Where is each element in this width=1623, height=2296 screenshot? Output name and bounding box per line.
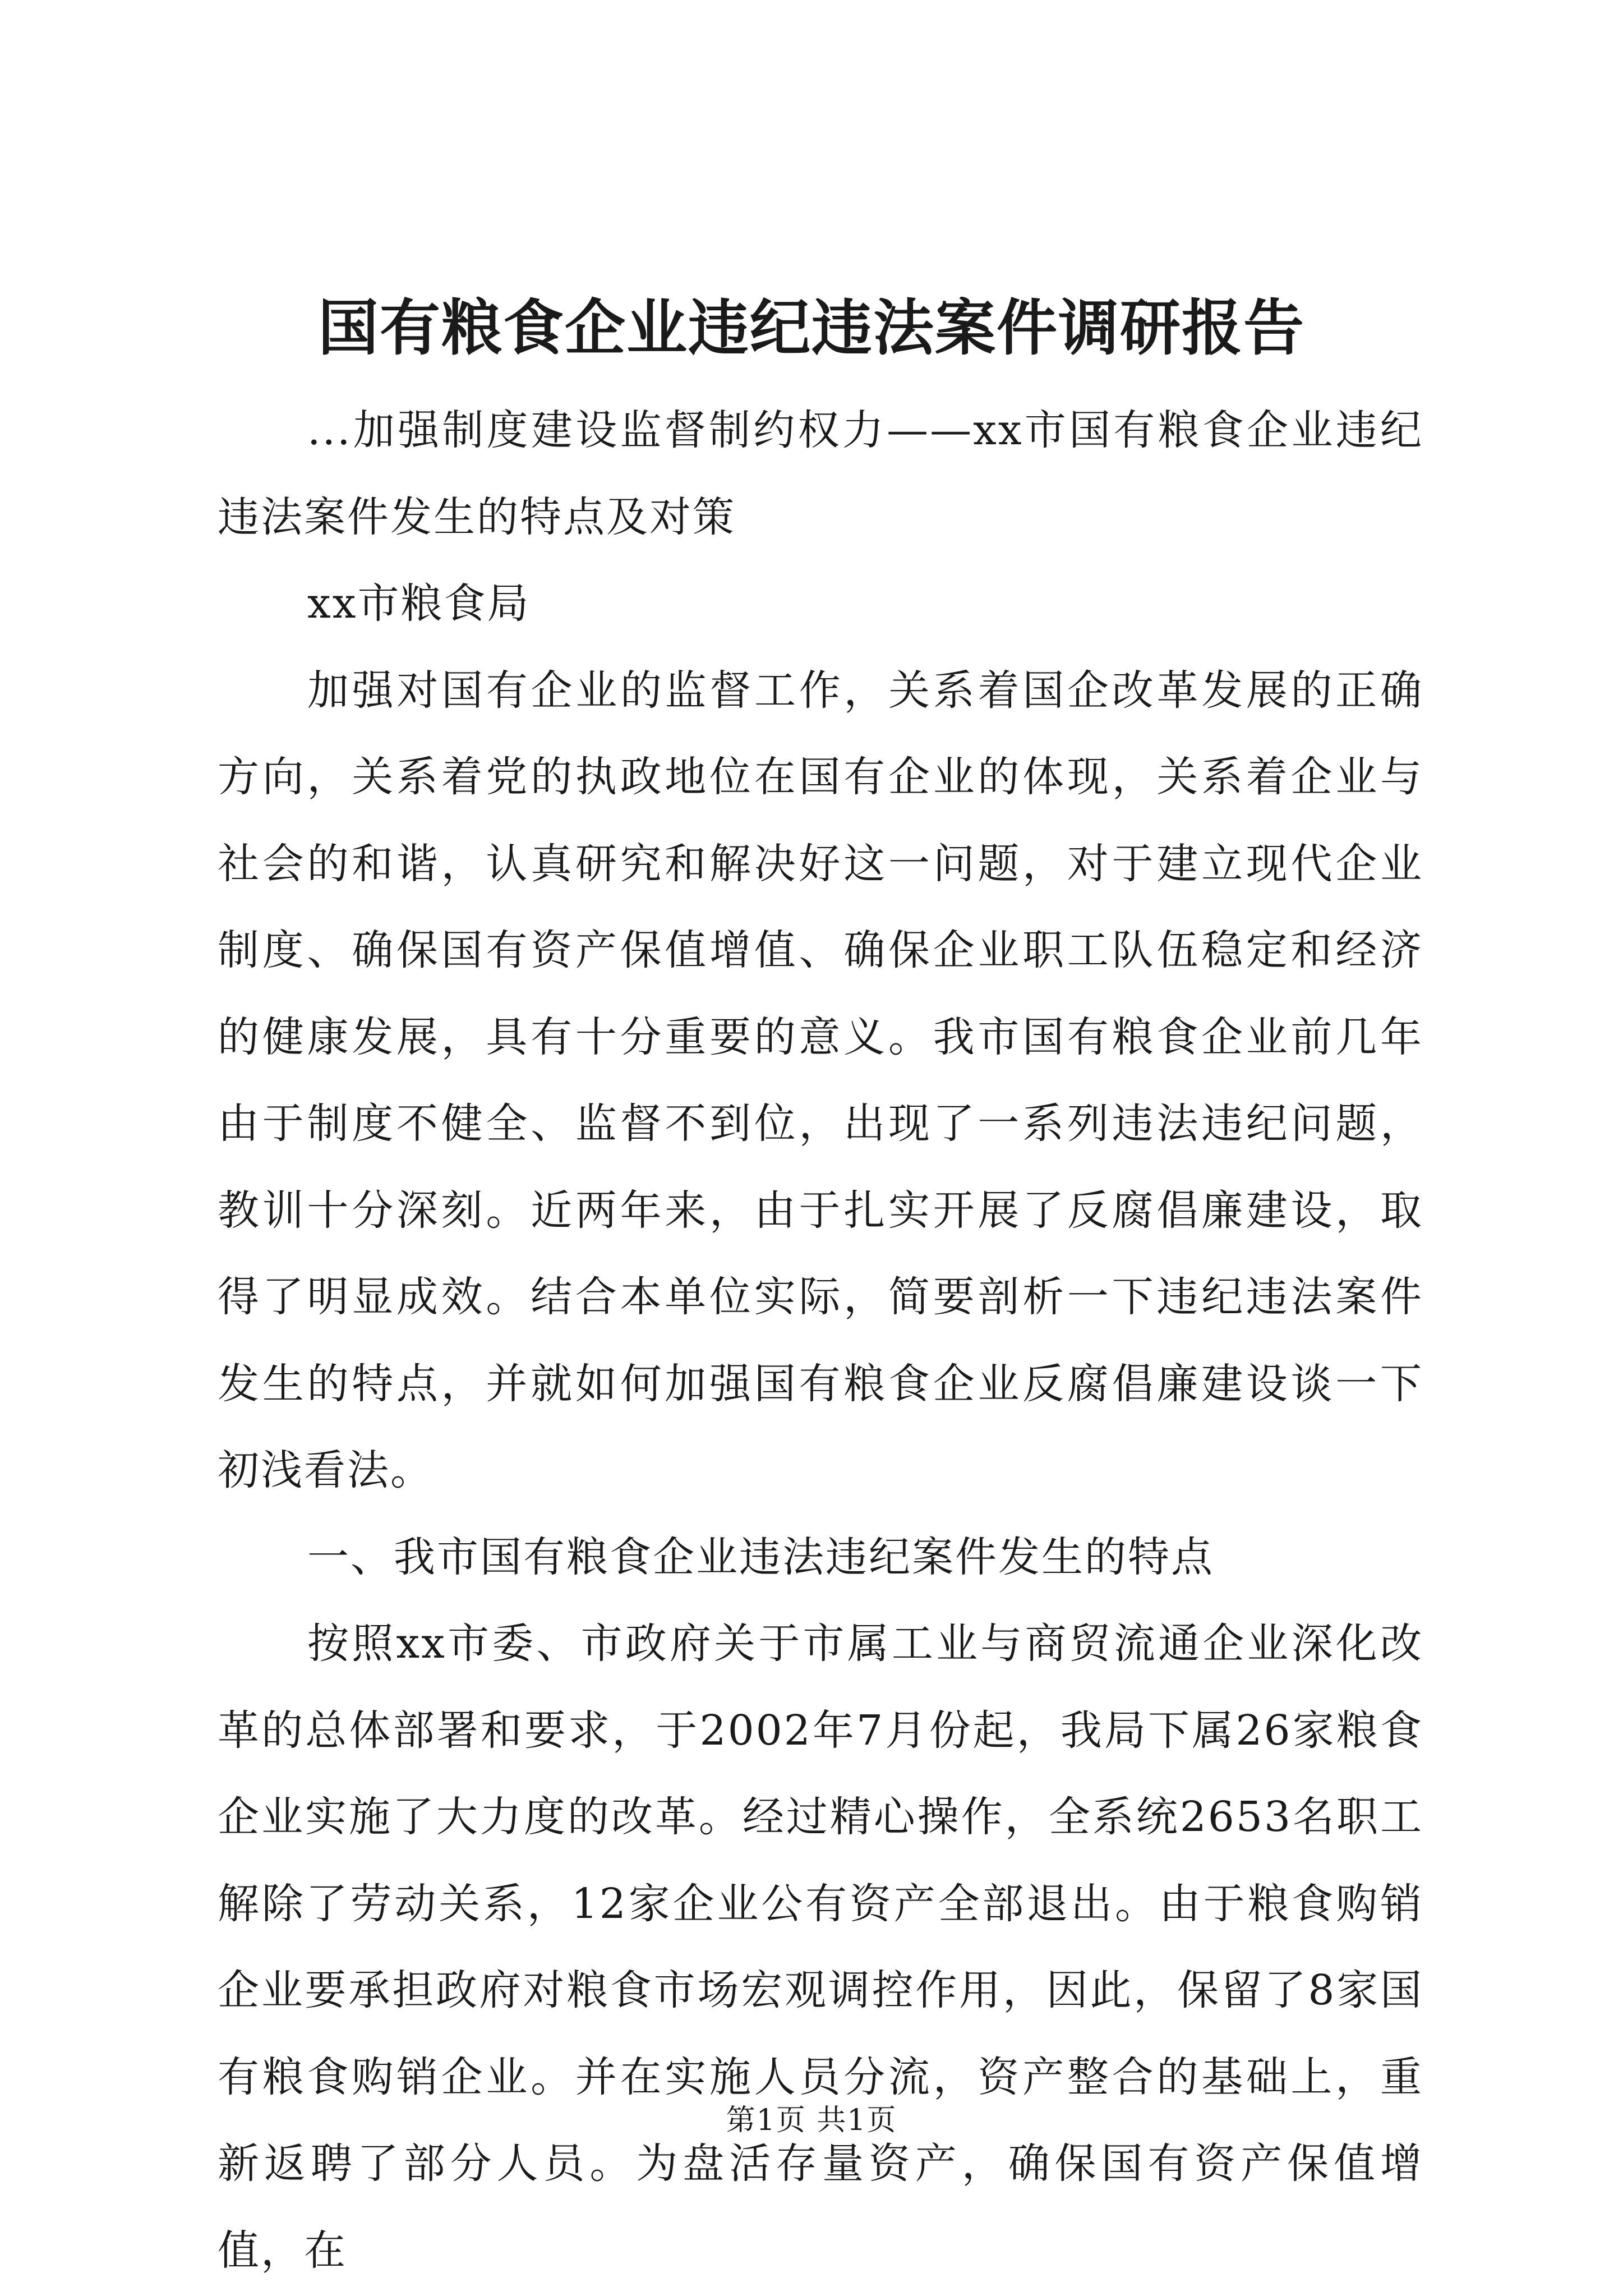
subtitle-paragraph: ...加强制度建设监督制约权力——xx市国有粮食企业违纪违法案件发生的特点及对策 [218,406,1423,541]
body-paragraph: 加强对国有企业的监督工作，关系着国企改革发展的正确方向，关系着党的执政地位在国有企业的体现，关系着企业与社会的和谐，认真研究和解决好这一问题，对于建立现代企业制度、确保国有资产保值增值、确保企业职工队伍稳定和经济的健康发展，具有十分重要的意义。我市国有粮食企业前几年由于制度不健全、监督不到位，出现了一系列违法违纪问题，教训十分深刻。近两年来，由于扎实开展了反腐倡廉建设，取得了明显成效。结合本单位实际，简要剖析一下违纪违法案件发生的特点，并就如何加强国有粮食企业反腐倡廉建设谈一下初浅看法。 [218,666,1423,1494]
body-paragraph: 按照xx市委、市政府关于市属工业与商贸流通企业深化改革的总体部署和要求，于2002年7月份起，我局下属26家粮食企业实施了大力度的改革。经过精心操作，全系统2653名职工解除了劳动关系，12家企业公有资产全部退出。由于粮食购销企业要承担政府对粮食市场宏观调控作用，因此，保留了8家国有粮食购销企业。并在实施人员分流，资产整合的基础上，重新返聘了部分人员。为盘活存量资产，确保国有资产保值增值，在 [218,1619,1423,2275]
document-title: 国有粮食企业违纪违法案件调研报告 [317,293,1305,364]
section-heading: 一、我市国有粮食企业违法违纪案件发生的特点 [307,1533,1214,1581]
author-line: xx市粮食局 [307,579,531,628]
page-footer: 第1页 共1页 [726,2104,897,2137]
document-body [218,387,1423,2294]
